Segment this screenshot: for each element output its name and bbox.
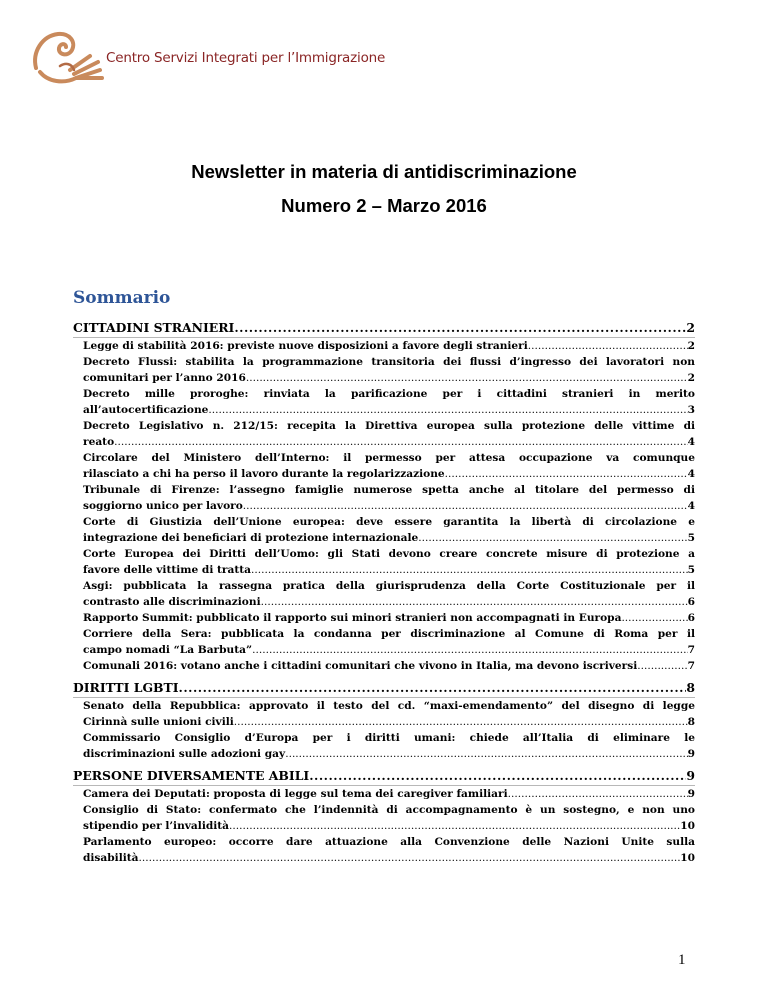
toc-leader-dots <box>285 746 687 762</box>
newsletter-title-block <box>0 160 768 218</box>
toc-entry-line: rilasciato a chi ha perso il lavoro durante la regolarizzazione <box>83 468 445 480</box>
toc-entry-line: discriminazioni sulle adozioni gay <box>83 748 286 760</box>
toc-entry-link[interactable] <box>83 354 695 386</box>
toc-leader-dots <box>445 466 688 482</box>
toc-entry-link[interactable] <box>83 338 695 354</box>
table-of-contents <box>73 314 695 866</box>
hands-swirl-logo-icon <box>30 22 110 92</box>
toc-leader-dots <box>309 768 686 784</box>
toc-leader-dots <box>234 320 686 336</box>
toc-entry-line: stipendio per l’invalidità <box>83 820 230 832</box>
toc-entry-line: favore delle vittime di tratta <box>83 564 252 576</box>
toc-entry-line: Parlamento europeo: occorre dare attuazione alla Convenzione delle Nazioni Unite sulla <box>83 836 695 848</box>
toc-leader-dots <box>243 498 688 514</box>
toc-section-link[interactable] <box>73 766 695 786</box>
toc-entry-link[interactable] <box>83 730 695 762</box>
newsletter-title: Newsletter in materia di antidiscriminazione <box>191 161 577 182</box>
toc-entry-page: 9 <box>687 748 695 760</box>
toc-heading: Sommario <box>73 288 171 308</box>
toc-leader-dots <box>234 714 688 730</box>
toc-section-title: CITTADINI STRANIERI <box>73 320 235 335</box>
toc-entry-line: disabilità <box>83 852 139 864</box>
toc-entry-line: campo nomadi “La Barbuta” <box>83 644 253 656</box>
org-logo <box>30 22 386 92</box>
toc-entry-page: 5 <box>687 564 695 576</box>
toc-entry-link[interactable] <box>83 450 695 482</box>
toc-entry-link[interactable] <box>83 514 695 546</box>
toc-leader-dots <box>114 434 687 450</box>
toc-entry-link[interactable] <box>83 418 695 450</box>
toc-entry-line: reato <box>83 436 115 448</box>
toc-entry-link[interactable] <box>83 658 695 674</box>
toc-entry-line: Asgi: pubblicata la rassegna pratica della giurisprudenza della Corte Costituzionale per il <box>83 580 695 592</box>
toc-section-link[interactable] <box>73 318 695 338</box>
toc-entry-page: 2 <box>687 340 695 352</box>
issue-number: Numero 2 – Marzo 2016 <box>281 195 487 216</box>
toc-entry-line: Camera dei Deputati: proposta di legge sul tema dei caregiver familiari <box>83 788 508 800</box>
toc-entry-line: Rapporto Summit: pubblicato il rapporto sui minori stranieri non accompagnati in Europa <box>83 612 622 624</box>
toc-entry-page: 5 <box>687 532 695 544</box>
toc-entry-line: Consiglio di Stato: confermato che l’indennità di accompagnamento è un sostegno, e non uno <box>83 804 695 816</box>
toc-entry-line: Cirinnà sulle unioni civili <box>83 716 234 728</box>
toc-entry-page: 3 <box>687 404 695 416</box>
toc-entry-line: comunitari per l’anno 2016 <box>83 372 246 384</box>
toc-entry-line: Corte di Giustizia dell’Unione europea: deve essere garantita la libertà di circolazione e <box>83 516 695 528</box>
toc-entry-link[interactable] <box>83 698 695 730</box>
toc-entry-line: Decreto Legislativo n. 212/15: recepita la Direttiva europea sulla protezione delle vittime di <box>83 420 695 432</box>
toc-leader-dots <box>179 680 687 696</box>
toc-entry-page: 6 <box>687 612 695 624</box>
toc-section-link[interactable] <box>73 678 695 698</box>
toc-entry-line: Decreto mille proroghe: rinviata la parificazione per i cittadini stranieri in merito <box>83 388 695 400</box>
toc-entry-line: Decreto Flussi: stabilita la programmazione transitoria dei flussi d’ingresso dei lavoratori non <box>83 356 695 368</box>
toc-entry-line: soggiorno unico per lavoro <box>83 500 243 512</box>
toc-entry-line: all’autocertificazione <box>83 404 209 416</box>
toc-entry-line: Circolare del Ministero dell’Interno: il permesso per attesa occupazione va comunque <box>83 452 695 464</box>
toc-leader-dots <box>252 642 688 658</box>
toc-entry-page: 10 <box>680 820 695 832</box>
toc-entry-link[interactable] <box>83 578 695 610</box>
toc-leader-dots <box>418 530 687 546</box>
toc-entry-link[interactable] <box>83 482 695 514</box>
toc-entry-link[interactable] <box>83 610 695 626</box>
toc-entry-page: 8 <box>687 716 695 728</box>
toc-leader-dots <box>251 562 688 578</box>
toc-entry-line: Tribunale di Firenze: l’assegno famiglie numerose spetta anche al titolare del permesso di <box>83 484 695 496</box>
page-number: 1 <box>678 952 686 968</box>
org-name: Centro Servizi Integrati per l’Immigrazione <box>106 50 386 66</box>
toc-entry-line: integrazione dei beneficiari di protezione internazionale <box>83 532 419 544</box>
toc-entry-page: 4 <box>687 436 695 448</box>
toc-leader-dots <box>508 786 688 802</box>
toc-entry-line: Senato della Repubblica: approvato il testo del cd. “maxi-emendamento” del disegno di legge <box>83 700 695 712</box>
toc-entry-page: 10 <box>680 852 695 864</box>
toc-entry-page: 4 <box>687 500 695 512</box>
toc-entry-line: Corriere della Sera: pubblicata la condanna per discriminazione al Comune di Roma per il <box>83 628 695 640</box>
toc-section-title: PERSONE DIVERSAMENTE ABILI <box>73 768 310 783</box>
toc-leader-dots <box>208 402 687 418</box>
toc-entry-page: 9 <box>687 788 695 800</box>
toc-entry-page: 2 <box>687 372 695 384</box>
toc-entry-line: contrasto alle discriminazioni <box>83 596 261 608</box>
toc-entry-page: 4 <box>687 468 695 480</box>
toc-entry-line: Commissario Consiglio d’Europa per i diritti umani: chiede all’Italia di eliminare le <box>83 732 695 744</box>
toc-leader-dots <box>229 818 680 834</box>
toc-section-page: 2 <box>686 320 695 335</box>
toc-entry-link[interactable] <box>83 802 695 834</box>
toc-entry-page: 6 <box>687 596 695 608</box>
toc-section-title: DIRITTI LGBTI <box>73 680 179 695</box>
toc-leader-dots <box>528 338 688 354</box>
toc-entry-line: Comunali 2016: votano anche i cittadini comunitari che vivono in Italia, ma devono iscriversi <box>83 660 638 672</box>
toc-entry-line: Corte Europea dei Diritti dell’Uomo: gli Stati devono creare concrete misure di protezione a <box>83 548 695 560</box>
toc-leader-dots <box>637 658 687 674</box>
toc-leader-dots <box>139 850 681 866</box>
toc-section-page: 8 <box>686 680 695 695</box>
toc-entry-link[interactable] <box>83 834 695 866</box>
toc-leader-dots <box>246 370 688 386</box>
toc-leader-dots <box>621 610 687 626</box>
toc-section-page: 9 <box>686 768 695 783</box>
toc-entry-page: 7 <box>687 660 695 672</box>
toc-entry-link[interactable] <box>83 786 695 802</box>
toc-entry-line: Legge di stabilità 2016: previste nuove disposizioni a favore degli stranieri <box>83 340 528 352</box>
toc-entry-page: 7 <box>687 644 695 656</box>
toc-entry-link[interactable] <box>83 546 695 578</box>
toc-entry-link[interactable] <box>83 626 695 658</box>
toc-entry-link[interactable] <box>83 386 695 418</box>
toc-leader-dots <box>261 594 688 610</box>
